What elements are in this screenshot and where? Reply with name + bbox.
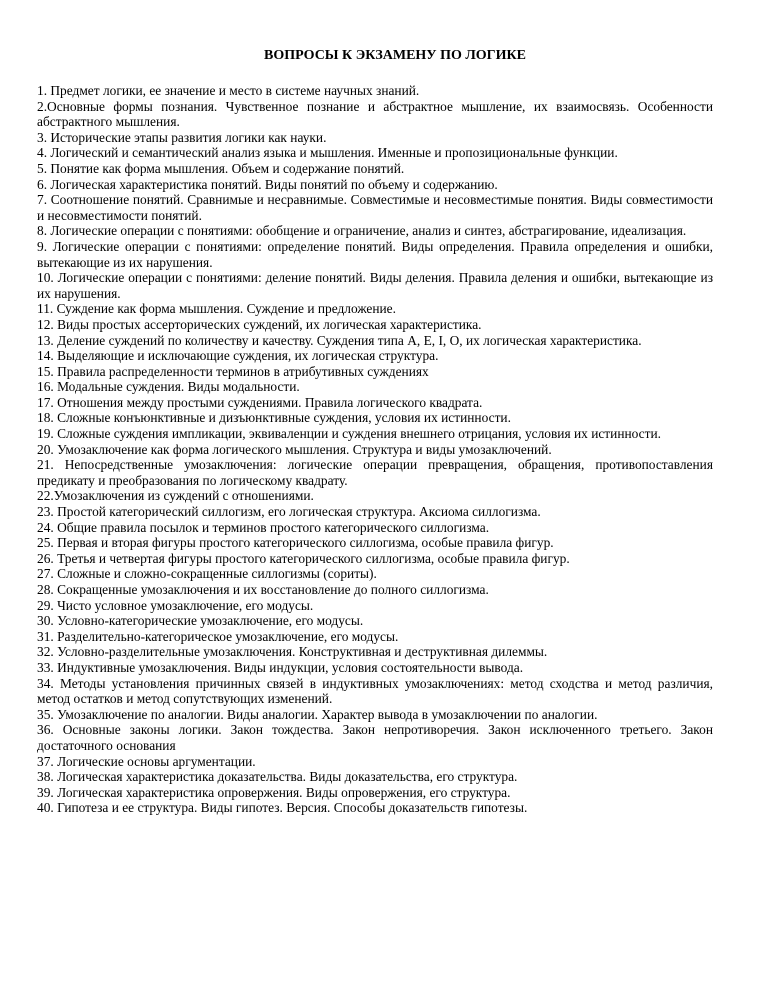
question-item: 11. Суждение как форма мышления. Суждение и предложение. xyxy=(37,301,396,317)
question-item: 4. Логический и семантический анализ языка и мышления. Именные и пропозициональные функции. xyxy=(37,145,618,161)
question-item: 16. Модальные суждения. Виды модальности. xyxy=(37,379,300,395)
question-item: 14. Выделяющие и исключающие суждения, их логическая структура. xyxy=(37,348,439,364)
document-page xyxy=(37,48,713,816)
question-item: 27. Сложные и сложно-сокращенные силлогизмы (сориты). xyxy=(37,566,377,582)
question-item: 21. Непосредственные умозаключения: логические операции превращения, обращения, противопоставления предикату и преобразования по логическому квадрату. xyxy=(37,457,713,488)
question-item: 8. Логические операции с понятиями: обобщение и ограничение, анализ и синтез, абстрагирование, идеализация. xyxy=(37,223,687,239)
question-list xyxy=(37,83,713,816)
question-item: 25. Первая и вторая фигуры простого категорического силлогизма, особые правила фигур. xyxy=(37,535,554,551)
question-item: 10. Логические операции с понятиями: деление понятий. Виды деления. Правила деления и ошибки, вытекающие из их нарушения. xyxy=(37,270,713,301)
question-item: 39. Логическая характеристика опровержения. Виды опровержения, его структура. xyxy=(37,784,511,800)
question-item: 40. Гипотеза и ее структура. Виды гипотез. Версия. Способы доказательств гипотезы. xyxy=(37,800,528,816)
question-item: 28. Сокращенные умозаключения и их восстановление до полного силлогизма. xyxy=(37,582,489,597)
question-item: 33. Индуктивные умозаключения. Виды индукции, условия состоятельности вывода. xyxy=(37,659,524,675)
question-item: 22.Умозаключения из суждений с отношениями. xyxy=(37,488,314,504)
question-item: 31. Разделительно-категорическое умозаключение, его модусы. xyxy=(37,628,399,644)
question-item: 26. Третья и четвертая фигуры простого категорического силлогизма, особые правила фигур. xyxy=(37,550,570,566)
question-item: 30. Условно-категорические умозаключение, его модусы. xyxy=(37,613,364,629)
question-item: 20. Умозаключение как форма логического мышления. Структура и виды умозаключений. xyxy=(37,441,552,457)
question-item: 38. Логическая характеристика доказательства. Виды доказательства, его структура. xyxy=(37,769,518,785)
question-item: 13. Деление суждений по количеству и качеству. Суждения типа A, E, I, O, их логическая характеристика. xyxy=(37,332,642,348)
question-item: 15. Правила распределенности терминов в атрибутивных суждениях xyxy=(37,363,429,379)
question-item: 29. Чисто условное умозаключение, его модусы. xyxy=(37,597,314,613)
question-item: 19. Сложные суждения импликации, эквиваленции и суждения внешнего отрицания, условия их истинности. xyxy=(37,426,661,442)
document-title: ВОПРОСЫ К ЭКЗАМЕНУ ПО ЛОГИКЕ xyxy=(264,48,526,63)
question-item: 2.Основные формы познания. Чувственное познание и абстрактное мышление, их взаимосвязь. Особенности абстрактного мышления. xyxy=(37,98,713,130)
question-item: 9. Логические операции с понятиями: определение понятий. Виды определения. Правила определения и ошибки, вытекающие из их нарушения. xyxy=(37,238,713,270)
question-item: 7. Соотношение понятий. Сравнимые и несравнимые. Совместимые и несовместимые понятия. Виды совместимости и несовместимости понятий. xyxy=(37,192,713,223)
question-item: 23. Простой категорический силлогизм, его логическая структура. Аксиома силлогизма. xyxy=(37,504,541,520)
question-item: 18. Сложные конъюнктивные и дизъюнктивные суждения, условия их истинности. xyxy=(37,410,511,426)
question-item: 3. Исторические этапы развития логики как науки. xyxy=(37,129,327,145)
question-item: 32. Условно-разделительные умозаключения. Конструктивная и деструктивная дилеммы. xyxy=(37,644,548,660)
question-item: 36. Основные законы логики. Закон тождества. Закон непротиворечия. Закон исключенного третьего. Закон достаточного основания xyxy=(37,722,713,753)
question-item: 1. Предмет логики, ее значение и место в системе научных знаний. xyxy=(37,83,420,98)
question-item: 37. Логические основы аргументации. xyxy=(37,753,256,769)
question-item: 12. Виды простых ассерторических суждений, их логическая характеристика. xyxy=(37,316,482,332)
question-item: 34. Методы установления причинных связей в индуктивных умозаключениях: метод сходства и метод различия, метод остатков и метод сопутствующих изменений. xyxy=(37,675,713,707)
question-item: 24. Общие правила посылок и терминов простого категорического силлогизма. xyxy=(37,519,490,535)
question-item: 35. Умозаключение по аналогии. Виды аналогии. Характер вывода в умозаключении по аналогии. xyxy=(37,706,598,722)
question-item: 5. Понятие как форма мышления. Объем и содержание понятий. xyxy=(37,160,405,176)
question-item: 17. Отношения между простыми суждениями. Правила логического квадрата. xyxy=(37,394,483,410)
question-item: 6. Логическая характеристика понятий. Виды понятий по объему и содержанию. xyxy=(37,176,498,192)
